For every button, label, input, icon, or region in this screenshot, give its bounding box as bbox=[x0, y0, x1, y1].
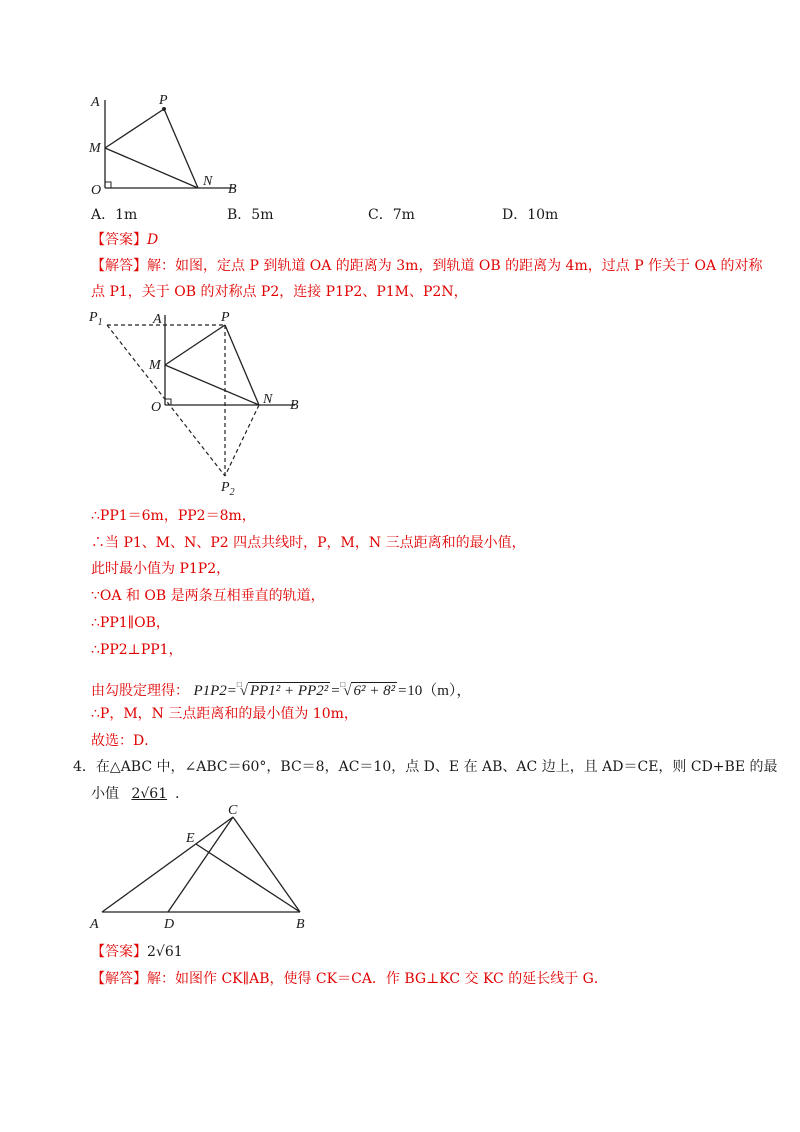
segment-ac bbox=[102, 817, 233, 912]
step-7-text: 由勾股定理得： bbox=[91, 683, 189, 699]
figure-2-reflection bbox=[85, 303, 315, 498]
q4-answer-blank: 2√61 bbox=[131, 786, 168, 802]
label-b-2: B bbox=[290, 398, 299, 413]
label-p1: $P_1$ bbox=[89, 310, 103, 328]
option-b: B．5m bbox=[227, 207, 274, 223]
label-a: A bbox=[91, 95, 100, 110]
q4-text-2: 小值 bbox=[91, 786, 119, 802]
q4-line-1 bbox=[73, 757, 777, 777]
step-6: ∴PP2⊥PP1， bbox=[91, 642, 183, 658]
solution-line-2: 点 P1，关于 OB 的对称点 P2，连接 P1P2、P1M、P2N， bbox=[91, 284, 468, 300]
step-3: 此时最小值为 P1P2， bbox=[91, 561, 231, 577]
label-n-2: N bbox=[263, 392, 273, 407]
formula-lhs: P1P2 bbox=[193, 683, 227, 699]
formula-mid: PP1² + PP2² bbox=[249, 683, 329, 699]
figure-1-right-angle-paths bbox=[85, 90, 255, 198]
step-5: ∴PP1∥OB， bbox=[91, 615, 170, 631]
q4-end: ． bbox=[175, 786, 190, 802]
step-2: ∴当 P1、M、N、P2 四点共线时，P，M，N 三点距离和的最小值， bbox=[91, 535, 526, 551]
segment-eb bbox=[196, 844, 300, 912]
q4-number: 4． bbox=[73, 759, 96, 775]
formula-result: 10（m）， bbox=[407, 683, 472, 699]
label-b-3: B bbox=[296, 917, 305, 932]
option-c: C．7m bbox=[368, 207, 415, 223]
dashed-p1-p2 bbox=[107, 325, 225, 476]
answer-2-tag: 【答案】 bbox=[91, 944, 147, 960]
answer-line bbox=[91, 230, 158, 250]
solution-line-1 bbox=[91, 256, 763, 276]
segment-cb bbox=[233, 817, 300, 912]
solution-2-text: 解：如图作 CK∥AB，使得 CK＝CA．作 BG⊥KC 交 KC 的延长线于 G． bbox=[147, 971, 608, 987]
label-e: E bbox=[186, 831, 195, 846]
solution-2-tag: 【解答】 bbox=[91, 971, 147, 987]
segment-mp bbox=[105, 109, 164, 148]
solution-text-1: 解：如图，定点 P 到轨道 OA 的距离为 3m，到轨道 OB 的距离为 4m，过点 P 作关于 OA 的对称 bbox=[147, 258, 763, 274]
option-a: A．1m bbox=[91, 207, 138, 223]
label-o-2: O bbox=[151, 400, 162, 415]
segment-mp-2 bbox=[165, 325, 225, 365]
label-m-2: M bbox=[149, 358, 161, 373]
step-7-pythagoras bbox=[91, 675, 471, 701]
label-p2: $P_2$ bbox=[221, 480, 235, 498]
label-p: P bbox=[159, 93, 168, 108]
answer-value: D bbox=[147, 232, 159, 248]
answer-2-line bbox=[91, 942, 183, 962]
label-m: M bbox=[89, 141, 101, 156]
label-a-3: A bbox=[90, 917, 99, 932]
option-d: D．10m bbox=[502, 207, 559, 223]
q4-text-1: 在△ABC 中，∠ABC＝60°，BC＝8，AC＝10，点 D、E 在 AB、AC 边上，且 AD＝CE，则 CD+BE 的最 bbox=[95, 759, 778, 775]
right-angle-mark-2 bbox=[165, 399, 171, 405]
figure-3-triangle-abc bbox=[88, 802, 318, 934]
solution-tag: 【解答】 bbox=[91, 258, 147, 274]
label-b: B bbox=[228, 182, 237, 197]
label-a-2: A bbox=[153, 312, 162, 327]
answer-2-value: 2√61 bbox=[147, 944, 183, 960]
right-angle-mark bbox=[105, 182, 111, 188]
formula-nums: 6² + 8² bbox=[353, 683, 396, 699]
q4-line-2 bbox=[91, 784, 189, 804]
label-n: N bbox=[203, 174, 213, 189]
dashed-n-p2 bbox=[225, 405, 259, 476]
step-9: 故选：D． bbox=[91, 733, 159, 749]
step-8: ∴P，M，N 三点距离和的最小值为 10m， bbox=[91, 706, 358, 722]
solution-2-line bbox=[91, 969, 608, 989]
label-d: D bbox=[164, 917, 175, 932]
step-1: ∴PP1＝6m，PP2＝8m， bbox=[91, 508, 256, 524]
label-o: O bbox=[91, 183, 102, 198]
label-c: C bbox=[228, 803, 238, 818]
label-p-2: P bbox=[221, 310, 230, 325]
answer-tag: 【答案】 bbox=[91, 232, 147, 248]
step-4: ∵OA 和 OB 是两条互相垂直的轨道， bbox=[91, 588, 325, 604]
segment-cd bbox=[168, 817, 233, 912]
pythagoras-formula: P1P2=□√ PP1² + PP2² =□√ 6² + 8² =10（m）， bbox=[193, 680, 472, 699]
